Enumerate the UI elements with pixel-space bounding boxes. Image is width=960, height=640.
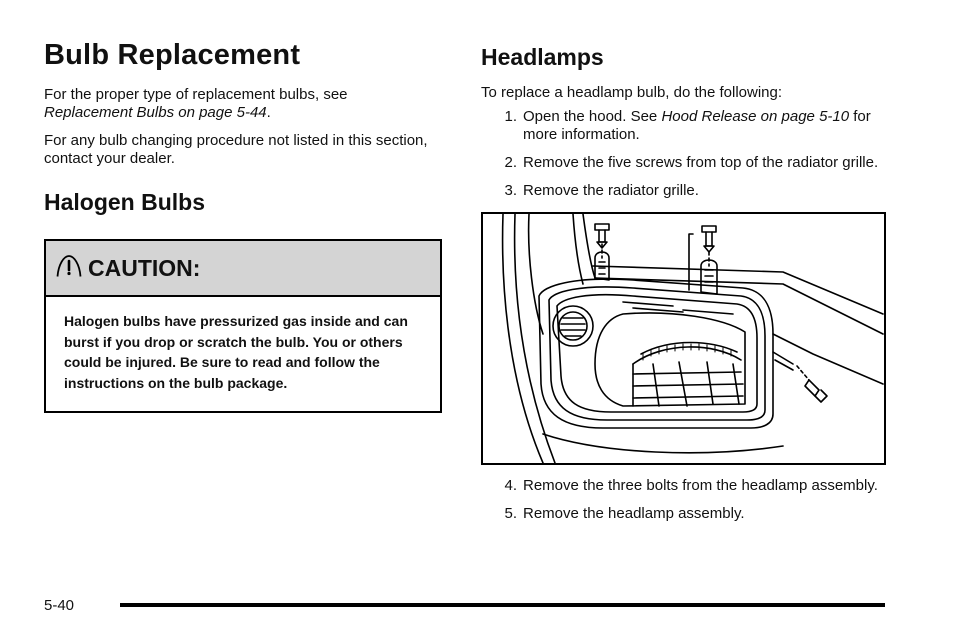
caution-title: CAUTION: <box>88 254 201 281</box>
headlamp-illustration <box>481 212 886 465</box>
headlamps-intro: To replace a headlamp bulb, do the following: <box>481 84 783 102</box>
dealer-paragraph: For any bulb changing procedure not listed in this section, contact your dealer. <box>44 131 428 167</box>
steps-list-bottom <box>481 477 886 523</box>
step-item: 2. Remove the five screws from top of the radiator grille. <box>504 154 879 172</box>
headlamps-heading: Headlamps <box>481 44 604 70</box>
page-number: 5-40 <box>44 597 75 614</box>
caution-box <box>44 239 442 413</box>
footer-divider <box>120 603 885 607</box>
step-item: 5. Remove the headlamp assembly. <box>504 505 745 523</box>
intro-end: . <box>266 103 271 121</box>
step-item: 1. Open the hood. See Hood Release on page 5-10 for more information. <box>504 108 871 144</box>
left-column <box>44 40 446 413</box>
right-column <box>481 40 886 533</box>
hood-release-link[interactable]: Hood Release on page 5-10 <box>661 108 850 126</box>
replacement-bulbs-link[interactable]: Replacement Bulbs on page 5-44 <box>44 103 267 121</box>
intro-paragraph <box>44 86 446 122</box>
steps-list-top <box>481 108 886 200</box>
step-item: 4. Remove the three bolts from the headlamp assembly. <box>504 477 878 495</box>
caution-body: Halogen bulbs have pressurized gas inside and can burst if you drop or scratch the bulb. You or others could be injured. Be sure to read and follow the instructions on the bulb package. <box>64 313 408 391</box>
step-item: 3. Remove the radiator grille. <box>504 182 699 200</box>
caution-header <box>46 241 440 297</box>
warning-icon <box>56 254 82 283</box>
halogen-heading: Halogen Bulbs <box>44 188 206 215</box>
page-title: Bulb Replacement <box>44 39 301 71</box>
intro-text: For the proper type of replacement bulbs, see <box>44 85 348 103</box>
